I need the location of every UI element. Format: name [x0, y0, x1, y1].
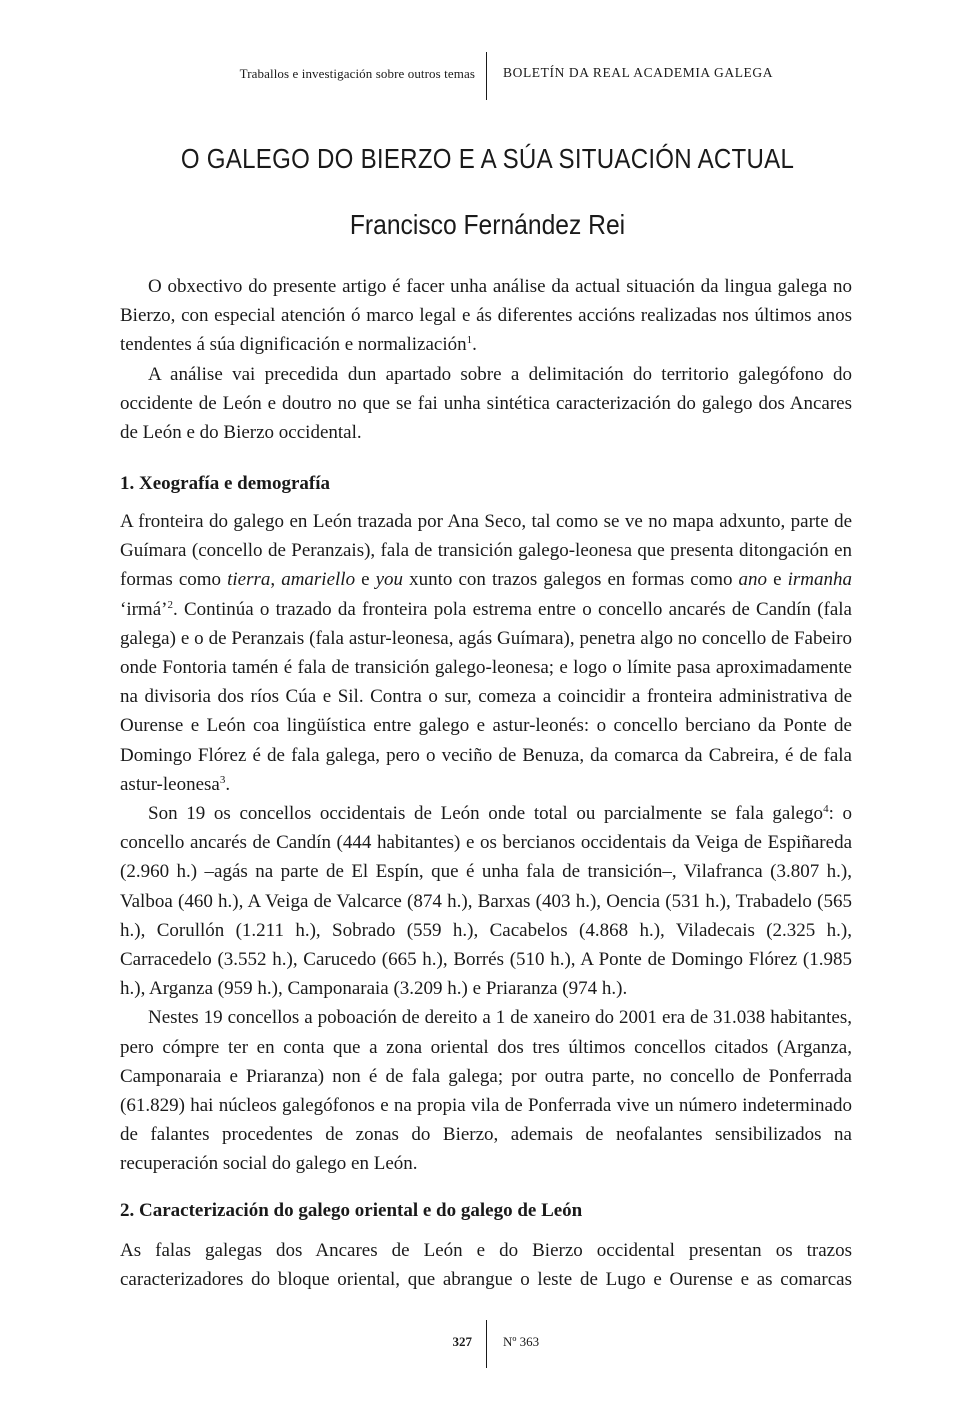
intro-paragraph-1: O obxectivo do presente artigo é facer unha análise da actual situación da lingua galega no Bierzo, con especial atención ó marco legal e ás diferentes accións realizadas nos últimos anos tendentes á súa dignificación e normalización$^1$.	[120, 276, 852, 356]
section-2-body	[120, 1236, 852, 1294]
section-2-paragraph-1: As falas galegas dos Ancares de León e do Bierzo occidental presentan os trazos caracterizadores do bloque oriental, que abrangue o leste de Lugo e Ourense e as comarcas	[120, 1240, 852, 1291]
section-2	[120, 1196, 852, 1225]
section-1-body	[120, 507, 852, 1179]
footnote-ref-1[interactable]: 1	[466, 334, 473, 347]
section-1	[120, 469, 852, 498]
section-1-paragraph-3: Nestes 19 concellos a poboación de dereito a 1 de xaneiro do 2001 era de 31.038 habitantes, pero cómpre ter en conta que a zona oriental dos tres últimos concellos citados (Arganza, Camponaraia e Priaranza) non é de fala galega; por outra parte, no concello de Ponferrada (61.829) hai núcleos galegófonos e na propia vila de Ponferrada vive un número indeterminado de falantes procedentes de zonas do Bierzo, ademais de neofalantes sensibilizados na recuperación social do galego en León.	[120, 1007, 852, 1175]
header-section-title: Traballos e investigación sobre outros temas	[239, 66, 475, 81]
running-header	[0, 52, 975, 100]
header-divider	[486, 52, 487, 100]
page-number: 327	[452, 1334, 472, 1349]
page-footer	[0, 1320, 975, 1368]
issue-number: Nº 363	[503, 1334, 540, 1349]
section-1-heading: 1. Xeografía e demografía	[120, 473, 330, 494]
header-journal-title: BOLETÍN DA REAL ACADEMIA GALEGA	[503, 65, 774, 80]
section-2-heading: 2. Caracterización do galego oriental e do galego de León	[120, 1200, 583, 1221]
footnote-ref-3[interactable]: 3	[219, 773, 226, 786]
section-1-paragraph-2: Son 19 os concellos occidentais de León onde total ou parcialmente se fala galego$^4$: o concello ancarés de Candín (444 habitantes) e os bercianos occidentais da Veiga de Espiñareda (2.960 h.) –agás na parte de El Espín, que é unha fala de transición–, Vilafranca (3.807 h.), Valboa (460 h.), A Veiga de Valcarce (874 h.), Barxas (403 h.), Oencia (531 h.), Trabadelo (565 h.), Corullón (1.211 h.), Sobrado (559 h.), Cacabelos (4.868 h.), Viladecais (2.325 h.), Carracedelo (3.552 h.), Carucedo (665 h.), Borrés (510 h.), A Ponte de Domingo Flórez (1.985 h.), Arganza (959 h.), Camponaraia (3.209 h.) e Priaranza (974 h.).	[120, 803, 853, 1000]
footnote-ref-4[interactable]: 4	[823, 803, 829, 816]
intro-block	[120, 272, 852, 447]
article-title: O GALEGO DO BIERZO E A SÚA SITUACIÓN ACTUAL	[180, 143, 795, 174]
section-1-paragraph-1: A fronteira do galego en León trazada por Ana Seco, tal como se ve no mapa adxunto, parte de Guímara (concello de Peranzais), fala de transición galego-leonesa que presenta ditongación en formas como tierra, amariello e you xunto con trazos galegos en formas como ano e irmanha ‘irmá’$^2$. Continúa o trazado da fronteira pola estrema entre o concello ancarés de Candín (fala galega) e o de Peranzais (fala astur-leonesa, agás Guímara), penetra algo no concello de Fabeiro onde Fontoria tamén é fala de transición galego-leonesa; e logo o límite pasa aproximadamente na divisoria dos ríos Cúa e Sil. Contra o sur, comeza a coincidir a fronteira administrativa de Ourense e León coa lingüística entre galego e astur-leonés: o concello berciano da Ponte de Domingo Flórez é de fala galega, pero o veciño de Benuza, da comarca da Cabreira, é de fala astur-leonesa$^3$.	[120, 511, 852, 795]
footer-divider	[486, 1320, 487, 1368]
footnote-ref-2[interactable]: 2	[167, 598, 173, 611]
article-author: Francisco Fernández Rei	[349, 209, 626, 240]
intro-paragraph-2: A análise vai precedida dun apartado sobre a delimitación do territorio galegófono do occidente de León e doutro no que se fai unha sintética caracterización do galego dos Ancares de León e do Bierzo occidental.	[120, 363, 852, 444]
